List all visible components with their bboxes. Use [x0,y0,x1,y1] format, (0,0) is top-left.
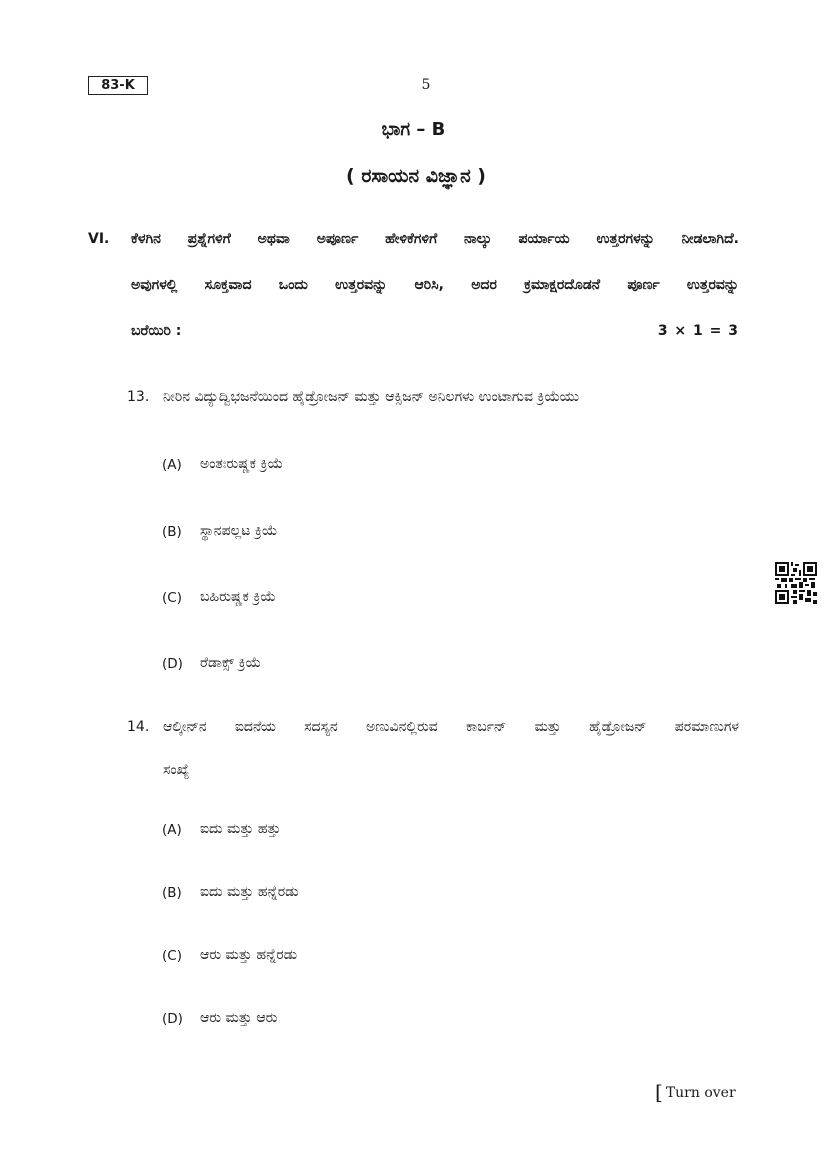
question-13-number: 13. [127,389,150,405]
q13-option-d-text: ರೆಡಾಕ್ಸ್ ಕ್ರಿಯೆ [200,655,262,671]
q14-option-c-label: (C) [162,948,182,964]
section-marks: 3 × 1 = 3 [657,323,739,339]
turn-over-text: Turn over [665,1085,736,1101]
q14-option-a-label: (A) [162,822,182,838]
qr-code-icon [775,562,817,604]
instruction-line-1: ಕೆಳಗಿನ ಪ್ರಶ್ನೆಗಳಿಗೆ ಅಥವಾ ಅಪೂರ್ಣ ಹೇಳಿಕೆಗಳಿಗೆ ನಾಲ್ಕು ಪರ್ಯಾಯ ಉತ್ತರಗಳನ್ನು ನೀಡಲಾಗಿದೆ. [131,231,739,247]
section-label: VI. [88,231,110,247]
q13-option-c-label: (C) [162,590,182,606]
q13-option-c-text: ಬಹಿರುಷ್ಣಕ ಕ್ರಿಯೆ [200,589,276,605]
q14-option-c-text: ಆರು ಮತ್ತು ಹನ್ನೆರಡು [200,947,298,963]
page-number: 5 [421,77,431,93]
q14-option-b-label: (B) [162,885,182,901]
instruction-line-3: ಬರೆಯಿರಿ : [131,323,182,339]
q13-option-a-label: (A) [162,457,182,473]
turn-over-note [655,1080,736,1104]
bracket-glyph: [ [655,1080,663,1104]
q13-option-b-label: (B) [162,524,182,540]
subject-title: ( ರಸಾಯನ ವಿಜ್ಞಾನ ) [346,165,486,187]
question-14-number: 14. [127,719,150,735]
q14-option-b-text: ಐದು ಮತ್ತು ಹನ್ನೆರಡು [200,884,299,900]
question-14-text-line-2: ಸಂಖ್ಯೆ [163,762,190,778]
q13-option-b-text: ಸ್ಥಾನಪಲ್ಲಟ ಕ್ರಿಯೆ [200,523,278,539]
q14-option-d-label: (D) [162,1011,183,1027]
paper-code: 83-K [88,76,148,95]
instruction-line-2: ಅವುಗಳಲ್ಲಿ ಸೂಕ್ತವಾದ ಒಂದು ಉತ್ತರವನ್ನು ಆರಿಸಿ, ಅದರ ಕ್ರಮಾಕ್ಷರದೊಡನೆ ಪೂರ್ಣ ಉತ್ತರವನ್ನು [131,277,739,293]
q14-option-a-text: ಐದು ಮತ್ತು ಹತ್ತು [200,821,281,837]
q13-option-d-label: (D) [162,656,183,672]
question-14-text-line-1: ಆಲ್ಕೀನ್‌ನ ಐದನೆಯ ಸದಸ್ಯನ ಅಣುವಿನಲ್ಲಿರುವ ಕಾರ್ಬನ್ ಮತ್ತು ಹೈಡ್ರೋಜನ್ ಪರಮಾಣುಗಳ [163,719,739,735]
part-title: ಭಾಗ – B [381,119,446,140]
q14-option-d-text: ಆರು ಮತ್ತು ಆರು [200,1010,278,1026]
q13-option-a-text: ಅಂತಃರುಷ್ಣಕ ಕ್ರಿಯೆ [200,456,284,472]
question-13-text: ನೀರಿನ ವಿದ್ಯುದ್ವಿಭಜನೆಯಿಂದ ಹೈಡ್ರೋಜನ್ ಮತ್ತು ಆಕ್ಸಿಜನ್ ಅನಿಲಗಳು ಉಂಟಾಗುವ ಕ್ರಿಯೆಯು [163,389,580,405]
